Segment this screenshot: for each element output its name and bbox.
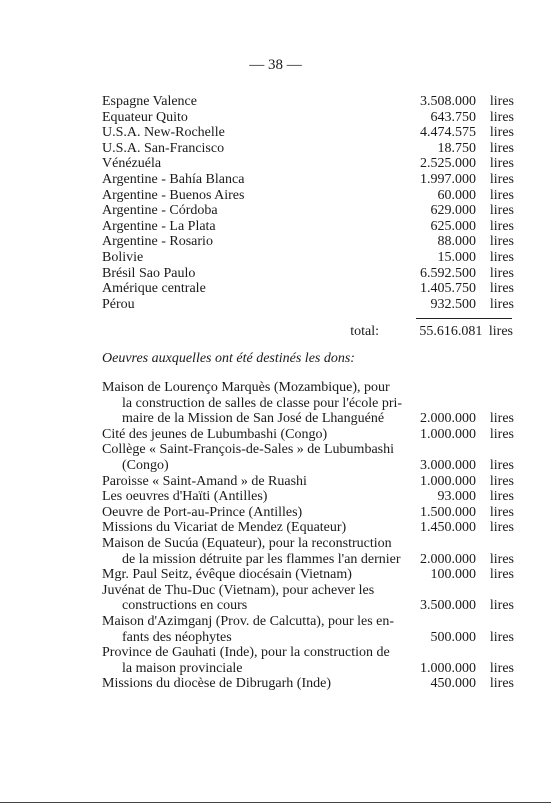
- don-amount: 500.000: [430, 629, 476, 645]
- don-amount: 93.000: [437, 489, 476, 505]
- don-unit: lires: [489, 520, 514, 536]
- country-amount: 2.525.000: [420, 156, 476, 172]
- don-entry: [102, 520, 514, 536]
- don-description: [102, 645, 414, 676]
- country-label: U.S.A. San-Francisco: [102, 140, 225, 156]
- don-entry: [102, 489, 514, 505]
- country-row: [102, 219, 514, 235]
- don-line: maire de la Mission de San José de Lhanguéné: [122, 411, 385, 427]
- country-label: Amérique centrale: [102, 281, 206, 297]
- don-line: Maison de Sucúa (Equateur), pour la reconstruction: [102, 536, 392, 551]
- country-amount: 60.000: [437, 187, 476, 203]
- country-row: [102, 125, 514, 141]
- don-description: [102, 676, 414, 692]
- don-line: la construction de salles de classe pour l'école pri-: [122, 395, 403, 411]
- country-unit: lires: [489, 203, 514, 219]
- country-row: [102, 266, 514, 282]
- don-line: Collège « Saint-François-de-Sales » de Lubumbashi: [102, 442, 394, 458]
- country-row: [102, 297, 514, 313]
- country-row: [102, 234, 514, 250]
- country-unit: lires: [489, 94, 514, 109]
- country-amount: 629.000: [430, 203, 476, 219]
- country-label: Bolivie: [102, 250, 144, 265]
- don-entry: [102, 614, 514, 645]
- don-description: [102, 520, 414, 536]
- country-amount: 643.750: [430, 109, 476, 125]
- don-line: Mgr. Paul Seitz, évêque diocésain (Vietnam): [102, 567, 352, 583]
- don-entry: [102, 583, 514, 614]
- don-line: (Congo): [122, 457, 169, 473]
- don-entry: [102, 505, 514, 521]
- country-row: [102, 94, 514, 110]
- don-amount: 3.500.000: [420, 598, 476, 614]
- country-unit: lires: [489, 250, 514, 265]
- don-line: Maison de Lourenço Marquès (Mozambique), pour: [102, 380, 390, 395]
- country-amount: 1.997.000: [420, 172, 476, 187]
- total-label: total:: [350, 324, 379, 339]
- don-entry: [102, 645, 514, 676]
- don-amount: 100.000: [430, 567, 476, 583]
- country-amount: 932.500: [430, 296, 476, 312]
- country-amount: 1.405.750: [420, 281, 476, 297]
- don-line: Missions du Vicariat de Mendez (Equateur): [102, 520, 347, 536]
- don-amount: 3.000.000: [420, 457, 476, 473]
- don-unit: lires: [489, 504, 514, 520]
- don-unit: lires: [489, 457, 514, 473]
- don-line: Juvénat de Thu-Duc (Vietnam), pour achever les: [102, 582, 375, 598]
- country-row: [102, 141, 514, 157]
- don-line: Paroisse « Saint-Amand » de Ruashi: [102, 473, 307, 489]
- country-row: [102, 110, 514, 126]
- don-unit: lires: [489, 629, 514, 645]
- don-line: Oeuvre de Port-au-Prince (Antilles): [102, 504, 303, 520]
- don-line: constructions en cours: [122, 598, 248, 614]
- country-amount: 18.750: [437, 140, 476, 156]
- country-label: Argentine - Rosario: [102, 234, 213, 250]
- don-unit: lires: [489, 598, 514, 614]
- country-amount: 88.000: [437, 234, 476, 250]
- country-label: U.S.A. New-Rochelle: [102, 125, 225, 141]
- don-unit: lires: [489, 660, 514, 676]
- country-row: [102, 188, 514, 204]
- don-entry: [102, 676, 514, 692]
- country-label: Brésil Sao Paulo: [102, 265, 196, 281]
- don-description: [102, 380, 414, 427]
- don-amount: 2.000.000: [420, 551, 476, 567]
- section-heading: Oeuvres auxquelles ont été destinés les dons:: [102, 351, 355, 366]
- country-row: [102, 281, 514, 297]
- don-unit: lires: [489, 426, 514, 442]
- don-unit: lires: [489, 551, 514, 567]
- don-amount: 1.000.000: [420, 473, 476, 489]
- country-label: Argentine - La Plata: [102, 218, 216, 234]
- don-description: [102, 536, 414, 567]
- don-unit: lires: [489, 567, 514, 583]
- country-amount: 625.000: [430, 218, 476, 234]
- country-row: [102, 250, 514, 266]
- don-entry: [102, 427, 514, 443]
- country-label: Equateur Quito: [102, 109, 188, 125]
- country-unit: lires: [489, 296, 514, 312]
- country-amount: 3.508.000: [420, 94, 476, 109]
- don-description: [102, 474, 414, 490]
- don-entry: [102, 442, 514, 473]
- country-row: [102, 172, 514, 188]
- bottom-rule: [0, 802, 551, 803]
- don-amount: 1.000.000: [420, 426, 476, 442]
- don-description: [102, 614, 414, 645]
- don-description: [102, 427, 414, 443]
- country-row: [102, 203, 514, 219]
- country-unit: lires: [489, 281, 514, 297]
- don-description: [102, 505, 414, 521]
- country-amount: 6.592.500: [420, 265, 476, 281]
- don-description: [102, 489, 414, 505]
- don-line: Les oeuvres d'Haïti (Antilles): [102, 489, 268, 505]
- page-number: — 38 —: [249, 57, 302, 73]
- don-unit: lires: [489, 676, 514, 692]
- don-amount: 450.000: [430, 676, 476, 692]
- country-label: Pérou: [102, 296, 135, 312]
- don-line: la maison provinciale: [122, 660, 243, 676]
- country-unit: lires: [489, 156, 514, 172]
- don-unit: lires: [489, 489, 514, 505]
- total-amount-value: 55.616.081: [419, 324, 483, 339]
- don-entry: [102, 474, 514, 490]
- country-label: Espagne Valence: [102, 94, 197, 109]
- country-unit: lires: [489, 265, 514, 281]
- country-amount: 4.474.575: [420, 125, 476, 141]
- total-rule: [416, 318, 512, 319]
- total-amount: [419, 324, 513, 340]
- country-amount: 15.000: [437, 250, 476, 265]
- country-unit: lires: [489, 172, 514, 187]
- don-line: de la mission détruite par les flammes l'an dernier: [122, 551, 401, 567]
- don-entry: [102, 380, 514, 427]
- country-unit: lires: [489, 125, 514, 141]
- don-line: Maison d'Azimganj (Prov. de Calcutta), pour les en-: [102, 614, 395, 629]
- country-label: Vénézuéla: [102, 156, 162, 172]
- don-line: Province de Gauhati (Inde), pour la construction de: [102, 645, 390, 661]
- don-unit: lires: [489, 473, 514, 489]
- country-row: [102, 156, 514, 172]
- don-line: Missions du diocèse de Dibrugarh (Inde): [102, 676, 332, 692]
- don-description: [102, 567, 414, 583]
- country-unit: lires: [489, 109, 514, 125]
- don-amount: 1.450.000: [420, 520, 476, 536]
- total-unit: lires: [488, 324, 513, 339]
- country-label: Argentine - Bahía Blanca: [102, 172, 245, 187]
- country-label: Argentine - Buenos Aires: [102, 187, 245, 203]
- don-entry: [102, 536, 514, 567]
- country-label: Argentine - Córdoba: [102, 203, 218, 219]
- don-description: [102, 442, 414, 473]
- country-unit: lires: [489, 187, 514, 203]
- don-description: [102, 583, 414, 614]
- don-amount: 1.500.000: [420, 504, 476, 520]
- don-entry: [102, 567, 514, 583]
- don-unit: lires: [489, 411, 514, 427]
- don-amount: 2.000.000: [420, 411, 476, 427]
- country-unit: lires: [489, 140, 514, 156]
- don-line: Cité des jeunes de Lubumbashi (Congo): [102, 426, 328, 442]
- don-line: fants des néophytes: [122, 629, 232, 645]
- don-amount: 1.000.000: [420, 660, 476, 676]
- country-unit: lires: [489, 234, 514, 250]
- country-unit: lires: [489, 218, 514, 234]
